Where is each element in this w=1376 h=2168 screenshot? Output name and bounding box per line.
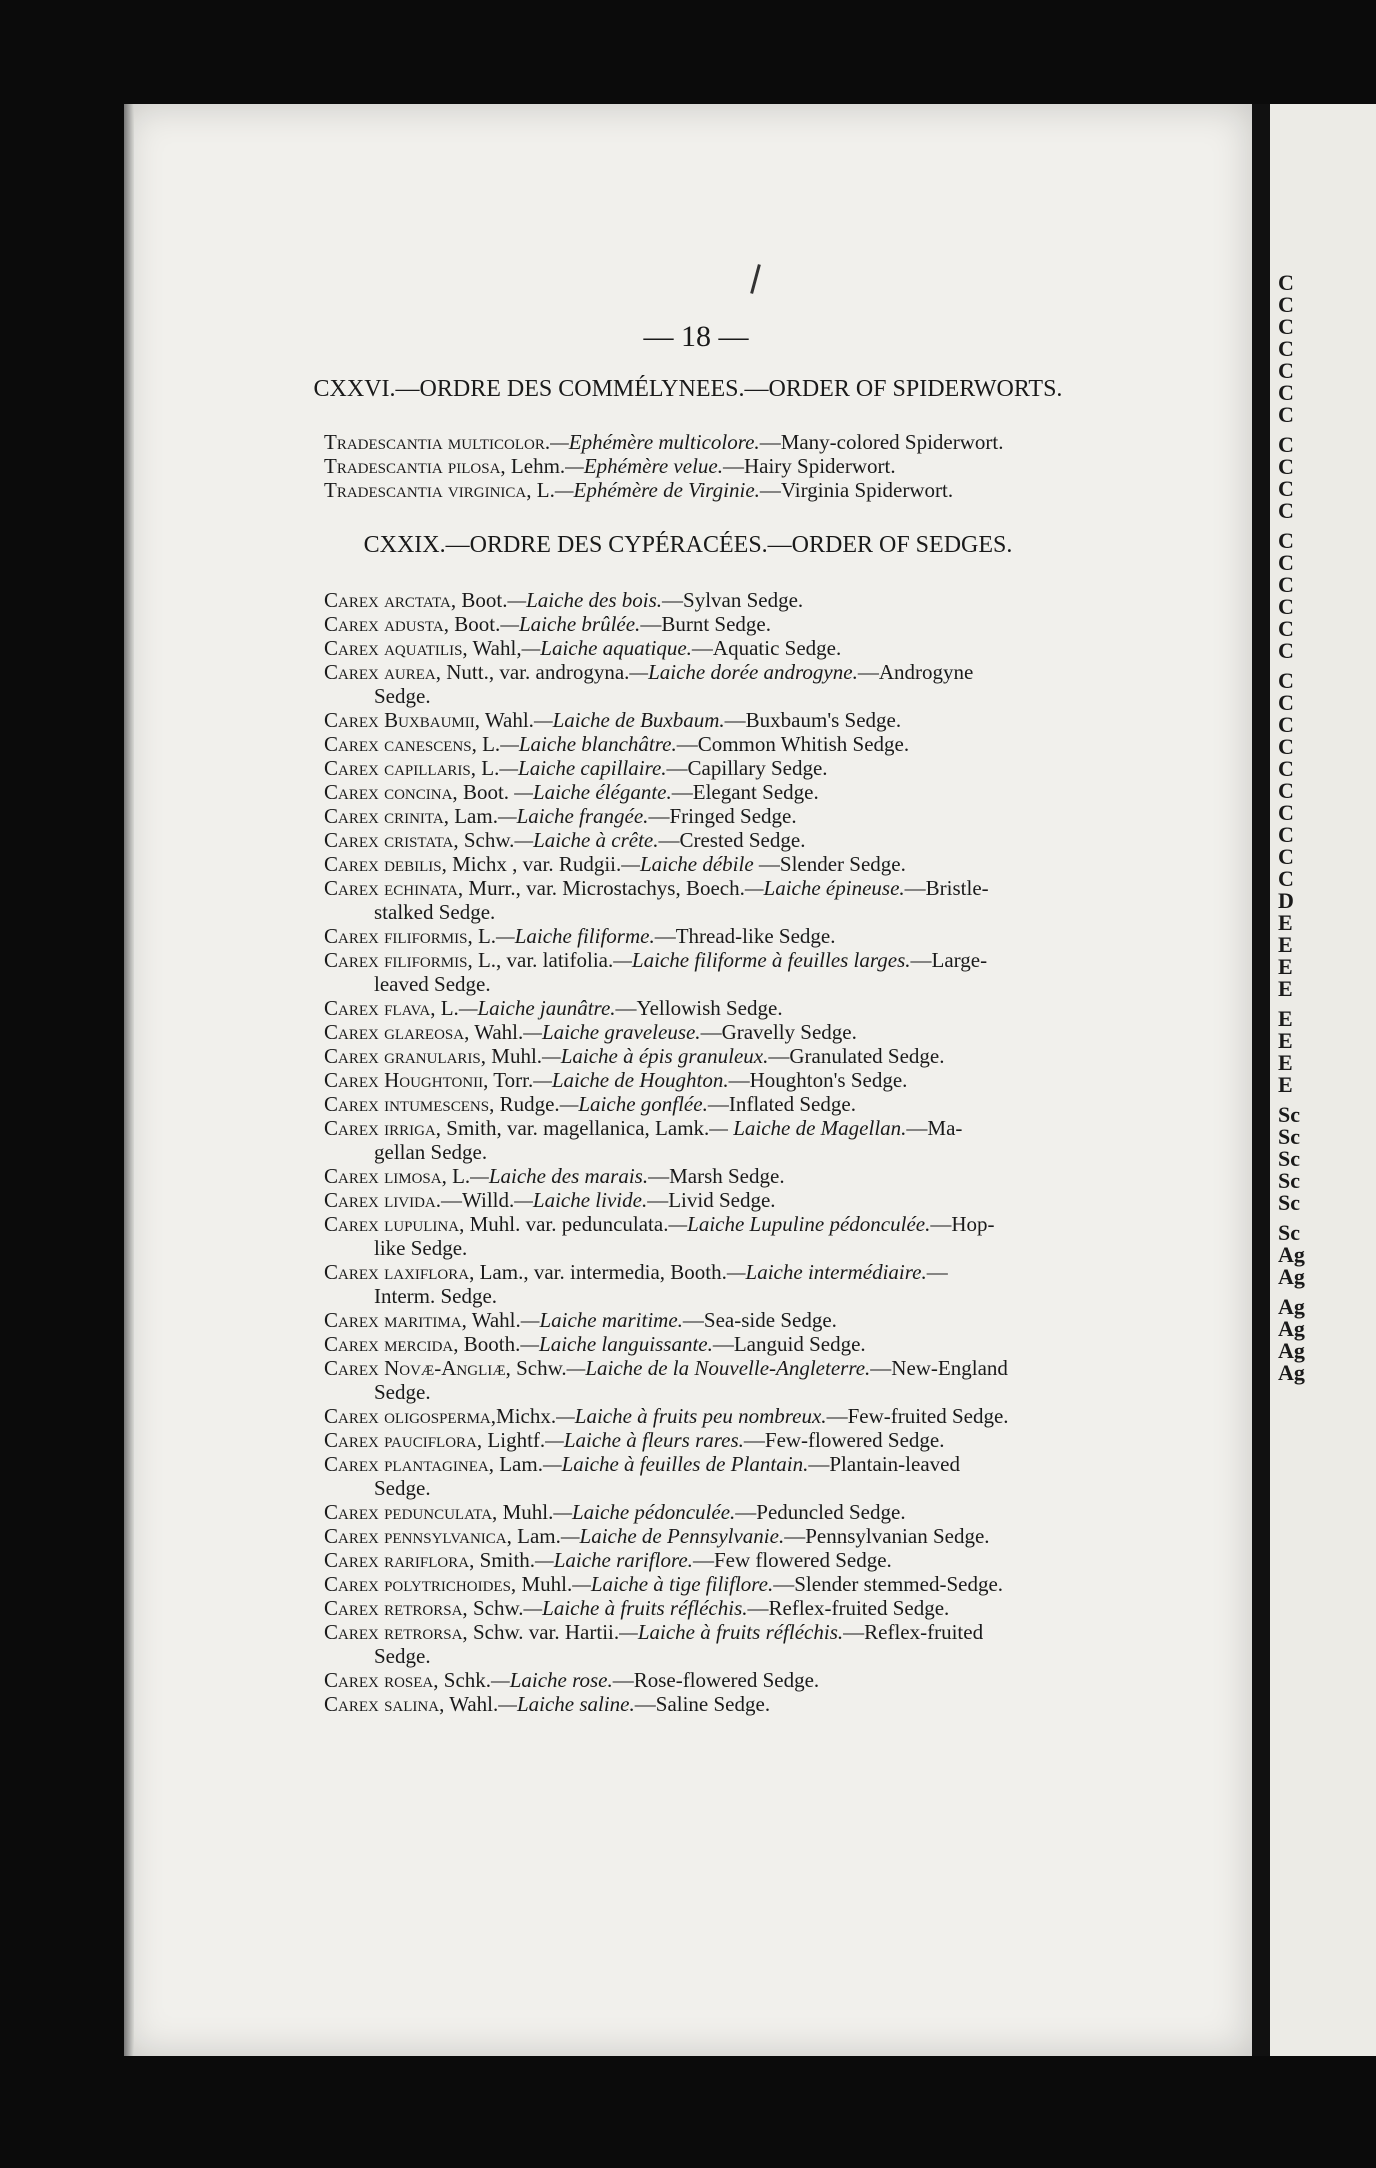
adjacent-page-fragment: C: [1278, 498, 1294, 523]
french-name: —Laiche brûlée.: [500, 612, 641, 636]
english-name: —Livid Sedge.: [647, 1188, 776, 1212]
english-name: —Buxbaum's Sedge.: [724, 708, 902, 732]
adjacent-page-fragment: C: [1278, 314, 1294, 339]
entry-line: [324, 1116, 1224, 1140]
authority: Schk.: [438, 1668, 492, 1692]
french-name: —Laiche de Buxbaum.: [533, 708, 725, 732]
adjacent-page-fragment: E: [1278, 932, 1293, 957]
entry-line: [324, 1212, 1224, 1236]
french-name: —Laiche des bois.: [507, 588, 663, 612]
authority: Wahl.: [480, 708, 534, 732]
authority: Lightf.: [482, 1428, 546, 1452]
species-name: Carex debilis,: [324, 852, 447, 876]
english-name: —Reflex-fruited: [843, 1620, 984, 1644]
english-name: —Sea-side Sedge.: [682, 1308, 837, 1332]
species-name: Carex filiformis,: [324, 924, 473, 948]
species-name: Carex mercida,: [324, 1332, 459, 1356]
entry-line: [324, 708, 1224, 732]
french-name: —Laiche gonflée.: [559, 1092, 708, 1116]
section-heading-sedges: CXXIX.—ORDRE DES CYPÉRACÉES.—ORDER OF SEDGES.: [363, 532, 1013, 558]
english-name: —New-England: [870, 1356, 1008, 1380]
adjacent-page-fragment: C: [1278, 402, 1294, 427]
sedge-entries: [324, 588, 1224, 1716]
species-name: Carex capillaris,: [324, 756, 477, 780]
adjacent-page-fragment: C: [1278, 432, 1294, 457]
english-name: —: [926, 1260, 948, 1284]
species-name: Carex lupulina,: [324, 1212, 465, 1236]
authority: L.: [435, 996, 459, 1020]
species-name: Carex polytrichoides,: [324, 1572, 517, 1596]
entry-continuation: Sedge.: [374, 1644, 431, 1668]
authority: Schw.: [458, 828, 515, 852]
species-name: Carex maritima,: [324, 1308, 467, 1332]
english-name: —Few-fruited Sedge.: [826, 1404, 1009, 1428]
adjacent-page-fragment: C: [1278, 336, 1294, 361]
entry-continuation: stalked Sedge.: [374, 900, 496, 924]
authority: Wahl.: [466, 1308, 521, 1332]
english-name: —Slender stemmed-Sedge.: [773, 1572, 1004, 1596]
authority: Wahl.: [444, 1692, 499, 1716]
english-name: —Slender Sedge.: [758, 852, 906, 876]
species-name: Carex canescens,: [324, 732, 477, 756]
authority: —Willd.: [441, 1188, 515, 1212]
french-name: — Laiche de Magellan.: [709, 1116, 907, 1140]
adjacent-page-fragment: Sc: [1278, 1168, 1300, 1193]
ink-mark: [750, 264, 761, 294]
entry-line: [324, 1044, 1224, 1068]
authority: Michx , var. Rudgii.: [446, 852, 622, 876]
english-name: —Inflated Sedge.: [707, 1092, 856, 1116]
english-name: —Marsh Sedge.: [648, 1164, 785, 1188]
english-name: —Hairy Spiderwort.: [722, 454, 896, 478]
french-name: —Laiche blanchâtre.: [500, 732, 677, 756]
authority: L.: [476, 756, 500, 780]
adjacent-page: [1270, 104, 1376, 2056]
adjacent-page-fragment: C: [1278, 358, 1294, 383]
entry-line: [324, 852, 1224, 876]
species-name: Carex retrorsa,: [324, 1620, 468, 1644]
entry-line: [324, 1692, 1224, 1716]
authority: Boot.: [457, 780, 515, 804]
english-name: —Elegant Sedge.: [671, 780, 819, 804]
authority: Boot.: [456, 588, 508, 612]
adjacent-page-fragment: C: [1278, 380, 1294, 405]
french-name: —Laiche de la Nouvelle-Angleterre.: [566, 1356, 871, 1380]
french-name: —Laiche rose.: [491, 1668, 613, 1692]
authority: Boot.: [448, 612, 501, 636]
entry-line: [324, 1668, 1224, 1692]
french-name: —Laiche graveleuse.: [523, 1020, 701, 1044]
species-name: Carex echinata,: [324, 876, 464, 900]
french-name: —Laiche jaunâtre.: [458, 996, 616, 1020]
french-name: —Laiche à tige filiflore.: [572, 1572, 774, 1596]
adjacent-page-fragment: Ag: [1278, 1316, 1305, 1341]
authority: Booth.: [458, 1332, 521, 1356]
adjacent-page-fragment: Ag: [1278, 1242, 1305, 1267]
adjacent-page-fragment: Ag: [1278, 1294, 1305, 1319]
entry-line: [324, 1188, 1224, 1212]
authority: Lam., var. intermedia, Booth.: [474, 1260, 727, 1284]
entry-line: [324, 732, 1224, 756]
english-name: —Reflex-fruited Sedge.: [747, 1596, 950, 1620]
entry-line: [324, 876, 1224, 900]
english-name: —Pennsylvanian Sedge.: [784, 1524, 990, 1548]
entry-line: [324, 1548, 1224, 1572]
entry-continuation: leaved Sedge.: [374, 972, 491, 996]
entry-line: [324, 636, 1224, 660]
english-name: —Plantain-leaved: [808, 1452, 960, 1476]
adjacent-page-fragment: C: [1278, 778, 1294, 803]
authority: L.: [476, 732, 501, 756]
adjacent-page-fragment: Sc: [1278, 1146, 1300, 1171]
authority: Lam.: [493, 1452, 543, 1476]
french-name: —Ephémère velue.: [565, 454, 723, 478]
authority: L.: [446, 1164, 471, 1188]
entry-line: [324, 1500, 1224, 1524]
english-name: —Languid Sedge.: [712, 1332, 866, 1356]
species-name: Tradescantia virginica,: [324, 478, 532, 502]
entry-line: [324, 1332, 1224, 1356]
entry-continuation: Sedge.: [374, 684, 431, 708]
adjacent-page-fragment: C: [1278, 844, 1294, 869]
entry-continuation: Interm. Sedge.: [374, 1284, 498, 1308]
english-name: —Hop-: [930, 1212, 995, 1236]
adjacent-page-fragment: C: [1278, 638, 1294, 663]
adjacent-page-fragment: Sc: [1278, 1124, 1300, 1149]
species-name: Tradescantia pilosa,: [324, 454, 506, 478]
french-name: —Laiche languissante.: [520, 1332, 713, 1356]
adjacent-page-fragment: C: [1278, 712, 1294, 737]
authority: Nutt., var. androgyna.: [441, 660, 630, 684]
authority: Murr., var. Microstachys, Boech.: [463, 876, 745, 900]
entry-continuation: like Sedge.: [374, 1236, 468, 1260]
species-name: Carex cristata,: [324, 828, 459, 852]
entry-line: [324, 1356, 1224, 1380]
species-name: Carex adusta,: [324, 612, 449, 636]
french-name: —Laiche livide.: [514, 1188, 648, 1212]
entry-line: [324, 612, 1224, 636]
authority: L.: [472, 924, 497, 948]
english-name: —Capillary Sedge.: [666, 756, 828, 780]
french-name: —Laiche à feuilles de Plantain.: [542, 1452, 809, 1476]
authority: Muhl.: [497, 1500, 554, 1524]
species-name: Carex pennsylvanica,: [324, 1524, 512, 1548]
french-name: —Laiche à fruits peu nombreux.: [556, 1404, 827, 1428]
english-name: —Peduncled Sedge.: [735, 1500, 906, 1524]
adjacent-page-fragment: C: [1278, 668, 1294, 693]
authority: Muhl.: [486, 1044, 543, 1068]
species-name: Carex filiformis,: [324, 948, 473, 972]
species-name: Carex livida.: [324, 1188, 441, 1212]
english-name: —Saline Sedge.: [634, 1692, 771, 1716]
french-name: —Laiche de Houghton.: [533, 1068, 729, 1092]
english-name: —Few flowered Sedge.: [692, 1548, 892, 1572]
english-name: —Houghton's Sedge.: [728, 1068, 908, 1092]
english-name: —Few-flowered Sedge.: [743, 1428, 945, 1452]
english-name: —Granulated Sedge.: [768, 1044, 945, 1068]
adjacent-page-fragment: C: [1278, 690, 1294, 715]
french-name: —Laiche saline.: [498, 1692, 635, 1716]
species-name: Carex arctata,: [324, 588, 457, 612]
entry-line: [324, 1164, 1224, 1188]
adjacent-page-fragment: E: [1278, 1050, 1293, 1075]
entry-line: [324, 660, 1224, 684]
adjacent-page-fragment: C: [1278, 734, 1294, 759]
english-name: —Rose-flowered Sedge.: [612, 1668, 820, 1692]
authority: L.: [531, 478, 555, 502]
section-heading-spiderworts: CXXVI.—ORDRE DES COMMÉLYNEES.—ORDER OF SPIDERWORTS.: [313, 376, 1063, 402]
authority: Torr.: [488, 1068, 534, 1092]
species-name: Carex intumescens,: [324, 1092, 495, 1116]
species-name: Carex oligosperma,: [324, 1404, 497, 1428]
adjacent-page-fragment: C: [1278, 756, 1294, 781]
authority: Michx.: [496, 1404, 557, 1428]
entry-line: [324, 1308, 1224, 1332]
french-name: —Laiche capillaire.: [499, 756, 667, 780]
species-name: Tradescantia multicolor.: [324, 430, 551, 454]
entry-line: [324, 454, 1224, 478]
species-name: Carex aurea,: [324, 660, 442, 684]
adjacent-page-fragment: Ag: [1278, 1360, 1305, 1385]
adjacent-page-fragment: C: [1278, 866, 1294, 891]
entry-continuation: Sedge.: [374, 1476, 431, 1500]
page-shadow-edge: [124, 104, 134, 2056]
entry-line: [324, 804, 1224, 828]
species-name: Carex rariflora,: [324, 1548, 475, 1572]
species-name: Carex salina,: [324, 1692, 445, 1716]
adjacent-page-fragment: C: [1278, 616, 1294, 641]
english-name: —Bristle-: [904, 876, 989, 900]
english-name: —Androgyne: [857, 660, 974, 684]
species-name: Carex crinita,: [324, 804, 449, 828]
english-name: —Crested Sedge.: [658, 828, 806, 852]
adjacent-page-fragment: C: [1278, 292, 1294, 317]
gutter-bar: [1252, 104, 1270, 2056]
entry-line: [324, 1596, 1224, 1620]
adjacent-page-fragment: E: [1278, 1006, 1293, 1031]
english-name: —Many-colored Spiderwort.: [759, 430, 1004, 454]
french-name: —Laiche filiforme.: [496, 924, 655, 948]
species-name: Carex irriga,: [324, 1116, 442, 1140]
species-name: Carex laxiflora,: [324, 1260, 475, 1284]
entry-line: [324, 780, 1224, 804]
authority: L., var. latifolia.: [472, 948, 614, 972]
adjacent-page-fragment: C: [1278, 800, 1294, 825]
species-name: Carex concina,: [324, 780, 458, 804]
species-name: Carex pedunculata,: [324, 1500, 498, 1524]
species-name: Carex Buxbaumii,: [324, 708, 481, 732]
entry-continuation: gellan Sedge.: [374, 1140, 488, 1164]
authority: Smith, var. magellanica, Lamk.: [441, 1116, 710, 1140]
adjacent-page-fragment: Sc: [1278, 1102, 1300, 1127]
entry-line: [324, 430, 1224, 454]
french-name: —Laiche pédonculée.: [553, 1500, 736, 1524]
french-name: —Ephémère de Virginie.: [554, 478, 760, 502]
adjacent-page-fragment: D: [1278, 888, 1294, 913]
french-name: —Laiche rariflore.: [535, 1548, 693, 1572]
adjacent-page-fragment: C: [1278, 454, 1294, 479]
entry-line: [324, 1092, 1224, 1116]
adjacent-page-fragment: C: [1278, 270, 1294, 295]
french-name: —Ephémère multicolore.: [550, 430, 760, 454]
entry-line: [324, 1620, 1224, 1644]
french-name: —Laiche intermédiaire.: [726, 1260, 927, 1284]
french-name: —Laiche dorée androgyne.: [629, 660, 858, 684]
adjacent-page-fragment: Sc: [1278, 1220, 1300, 1245]
english-name: —Ma-: [906, 1116, 963, 1140]
adjacent-page-fragment: C: [1278, 822, 1294, 847]
entry-line: [324, 1404, 1224, 1428]
authority: Muhl.: [516, 1572, 573, 1596]
page-number: — 18 —: [643, 320, 749, 353]
entry-line: [324, 756, 1224, 780]
adjacent-page-fragment: C: [1278, 476, 1294, 501]
french-name: —Laiche filiforme à feuilles larges.: [613, 948, 911, 972]
species-name: Carex plantaginea,: [324, 1452, 494, 1476]
french-name: —Laiche à fruits réfléchis.: [523, 1596, 748, 1620]
adjacent-page-fragment: E: [1278, 1028, 1293, 1053]
adjacent-page-fragment: E: [1278, 1072, 1293, 1097]
english-name: —Burnt Sedge.: [640, 612, 771, 636]
species-name: Carex glareosa,: [324, 1020, 470, 1044]
french-name: —Laiche maritime.: [520, 1308, 683, 1332]
species-name: Carex pauciflora,: [324, 1428, 483, 1452]
entry-line: [324, 828, 1224, 852]
adjacent-page-fragment: Ag: [1278, 1338, 1305, 1363]
adjacent-page-fragment: C: [1278, 528, 1294, 553]
species-name: Carex rosea,: [324, 1668, 439, 1692]
species-name: Carex aquatilis,: [324, 636, 468, 660]
english-name: —Thread-like Sedge.: [654, 924, 836, 948]
french-name: —Laiche épineuse.: [744, 876, 905, 900]
authority: Lehm.: [505, 454, 566, 478]
authority: Schw.: [467, 1596, 524, 1620]
adjacent-page-fragment: Ag: [1278, 1264, 1305, 1289]
book-page: [124, 104, 1252, 2056]
species-name: Carex flava,: [324, 996, 436, 1020]
entry-line: [324, 924, 1224, 948]
entry-line: [324, 1524, 1224, 1548]
adjacent-page-fragment: E: [1278, 954, 1293, 979]
adjacent-page-fragment: C: [1278, 572, 1294, 597]
english-name: —Common Whitish Sedge.: [676, 732, 910, 756]
english-name: —Sylvan Sedge.: [662, 588, 804, 612]
adjacent-page-fragment: E: [1278, 976, 1293, 1001]
authority: Schw. var. Hartii.: [467, 1620, 620, 1644]
entry-line: [324, 1260, 1224, 1284]
french-name: —Laiche à fruits réfléchis.: [619, 1620, 844, 1644]
species-name: Carex Houghtonii,: [324, 1068, 489, 1092]
french-name: —Laiche de Pennsylvanie.: [560, 1524, 785, 1548]
authority: Muhl. var. pedunculata.: [464, 1212, 669, 1236]
adjacent-page-fragment: Sc: [1278, 1190, 1300, 1215]
species-name: Carex retrorsa,: [324, 1596, 468, 1620]
entry-line: [324, 478, 1224, 502]
authority: Schw.: [510, 1356, 567, 1380]
species-name: Carex granularis,: [324, 1044, 487, 1068]
adjacent-page-fragment: C: [1278, 550, 1294, 575]
english-name: —Large-: [910, 948, 988, 972]
entry-line: [324, 1572, 1224, 1596]
french-name: —Laiche des marais.: [470, 1164, 649, 1188]
entry-line: [324, 996, 1224, 1020]
english-name: —Virginia Spiderwort.: [759, 478, 954, 502]
authority: Smith.: [474, 1548, 536, 1572]
spiderwort-entries: [324, 430, 1224, 502]
french-name: —Laiche à crête.: [514, 828, 659, 852]
entry-line: [324, 1428, 1224, 1452]
adjacent-page-fragment: E: [1278, 910, 1293, 935]
authority: Rudge.: [494, 1092, 560, 1116]
entry-line: [324, 588, 1224, 612]
entry-line: [324, 948, 1224, 972]
authority: Wahl.: [469, 1020, 524, 1044]
french-name: —Laiche à épis granuleux.: [542, 1044, 769, 1068]
entry-line: [324, 1452, 1224, 1476]
entry-line: [324, 1068, 1224, 1092]
french-name: —Laiche Lupuline pédonculée.: [668, 1212, 931, 1236]
english-name: —Yellowish Sedge.: [615, 996, 783, 1020]
species-name: Carex Novæ-Angliæ,: [324, 1356, 511, 1380]
authority: Lam.: [511, 1524, 561, 1548]
french-name: —Laiche à fleurs rares.: [545, 1428, 744, 1452]
english-name: —Aquatic Sedge.: [691, 636, 842, 660]
french-name: —Laiche aquatique.: [521, 636, 692, 660]
entry-line: [324, 1020, 1224, 1044]
species-name: Carex limosa,: [324, 1164, 447, 1188]
entry-continuation: Sedge.: [374, 1380, 431, 1404]
english-name: —Gravelly Sedge.: [700, 1020, 857, 1044]
french-name: —Laiche débile: [621, 852, 759, 876]
authority: Lam.: [448, 804, 498, 828]
french-name: —Laiche élégante.: [514, 780, 672, 804]
adjacent-page-fragment: C: [1278, 594, 1294, 619]
authority: Wahl,: [467, 636, 522, 660]
french-name: —Laiche frangée.: [497, 804, 649, 828]
english-name: —Fringed Sedge.: [648, 804, 797, 828]
